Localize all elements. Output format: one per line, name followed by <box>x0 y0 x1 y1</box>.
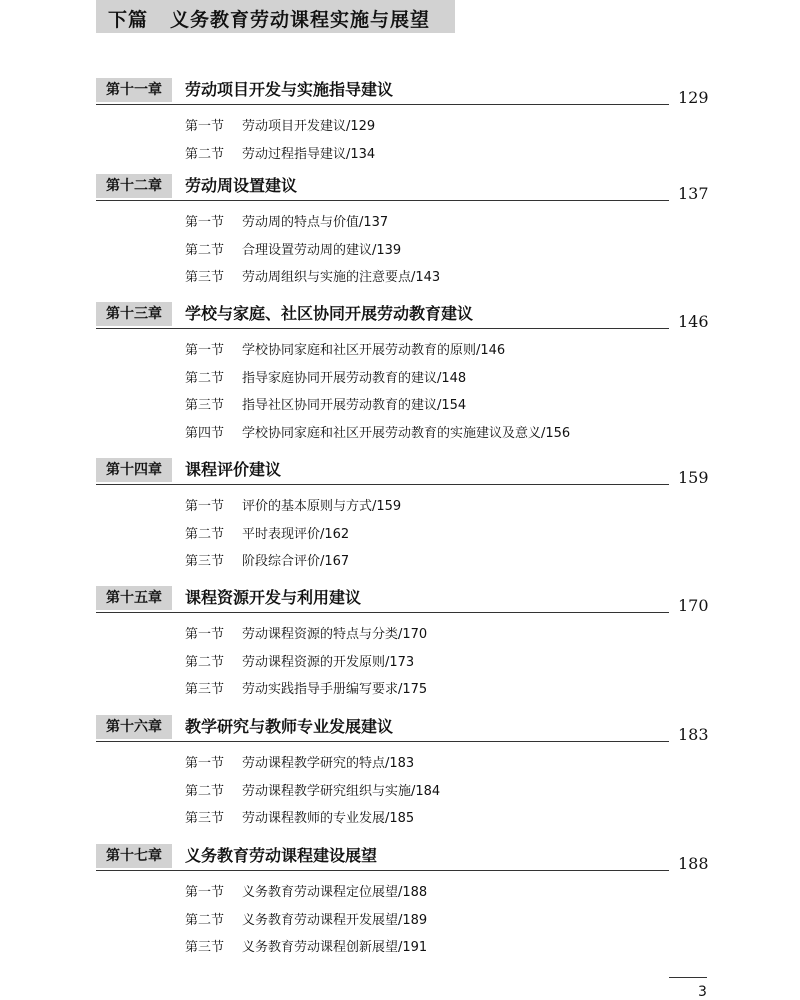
chapter-entry[interactable] <box>0 302 800 332</box>
section-entry[interactable] <box>185 680 427 700</box>
chapter-rule <box>96 104 669 105</box>
page-number: 3 <box>698 984 707 1000</box>
section-entry[interactable] <box>185 625 427 645</box>
chapter-page: 188 <box>678 854 709 873</box>
section-label: 第二节 <box>185 783 225 799</box>
section-text: 评价的基本原则与方式/159 <box>242 499 402 514</box>
chapter-title: 教学研究与教师专业发展建议 <box>185 717 394 736</box>
section-entry[interactable] <box>185 883 427 903</box>
chapter-entry[interactable] <box>0 458 800 488</box>
section-label: 第三节 <box>185 811 225 827</box>
chapter-rule <box>96 741 669 742</box>
section-label: 第三节 <box>185 682 225 698</box>
section-label: 第二节 <box>185 526 225 542</box>
section-entry[interactable] <box>185 911 427 931</box>
chapter-entry[interactable] <box>0 78 800 108</box>
section-text: 学校协同家庭和社区开展劳动教育的原则/146 <box>242 343 506 358</box>
section-entry[interactable] <box>185 525 349 545</box>
section-entry[interactable] <box>185 809 414 829</box>
section-text: 义务教育劳动课程创新展望/191 <box>242 940 428 956</box>
section-entry[interactable] <box>185 145 375 165</box>
section-text: 平时表现评价/162 <box>242 526 350 542</box>
chapter-entry[interactable] <box>0 715 800 745</box>
chapter-title: 劳动项目开发与实施指导建议 <box>185 80 394 99</box>
chapter-title: 劳动周设置建议 <box>185 176 298 195</box>
section-label: 第一节 <box>185 756 225 771</box>
chapter-label: 第十四章 <box>96 458 172 482</box>
section-entry[interactable] <box>185 341 505 361</box>
section-label: 第四节 <box>185 426 225 442</box>
section-text: 劳动课程资源的特点与分类/170 <box>242 627 428 642</box>
chapter-entry[interactable] <box>0 174 800 204</box>
section-entry[interactable] <box>185 653 414 673</box>
section-entry[interactable] <box>185 497 401 517</box>
section-text: 合理设置劳动周的建议/139 <box>242 242 402 258</box>
chapter-page: 137 <box>678 184 709 203</box>
chapter-rule <box>96 328 669 329</box>
chapter-rule <box>96 612 669 613</box>
page-number-rule <box>669 977 707 978</box>
section-label: 第一节 <box>185 119 225 134</box>
section-entry[interactable] <box>185 938 427 958</box>
section-text: 指导家庭协同开展劳动教育的建议/148 <box>242 370 467 386</box>
section-entry[interactable] <box>185 396 466 416</box>
section-label: 第三节 <box>185 554 225 570</box>
section-entry[interactable] <box>185 782 440 802</box>
section-text: 劳动项目开发建议/129 <box>242 119 376 134</box>
section-entry[interactable] <box>185 369 466 389</box>
section-label: 第一节 <box>185 627 225 642</box>
section-text: 劳动实践指导手册编写要求/175 <box>242 682 428 698</box>
section-text: 劳动周组织与实施的注意要点/143 <box>242 270 441 286</box>
section-text: 义务教育劳动课程开发展望/189 <box>242 912 428 928</box>
chapter-title: 义务教育劳动课程建设展望 <box>185 846 378 865</box>
chapter-page: 170 <box>678 596 709 615</box>
chapter-rule <box>96 870 669 871</box>
chapter-label: 第十五章 <box>96 586 172 610</box>
chapter-page: 159 <box>678 468 709 487</box>
section-text: 劳动过程指导建议/134 <box>242 146 376 162</box>
section-label: 第二节 <box>185 654 225 670</box>
chapter-page: 183 <box>678 725 709 744</box>
section-label: 第三节 <box>185 270 225 286</box>
section-label: 第三节 <box>185 940 225 956</box>
chapter-title: 课程资源开发与利用建议 <box>185 588 362 607</box>
section-label: 第一节 <box>185 885 225 900</box>
section-entry[interactable] <box>185 552 349 572</box>
section-text: 劳动周的特点与价值/137 <box>242 215 389 230</box>
chapter-rule <box>96 200 669 201</box>
section-label: 第二节 <box>185 242 225 258</box>
chapter-label: 第十六章 <box>96 715 172 739</box>
section-text: 学校协同家庭和社区开展劳动教育的实施建议及意义/156 <box>242 426 571 442</box>
section-text: 劳动课程教师的专业发展/185 <box>242 811 415 827</box>
chapter-label: 第十二章 <box>96 174 172 198</box>
section-label: 第一节 <box>185 343 225 358</box>
chapter-rule <box>96 484 669 485</box>
chapter-page: 146 <box>678 312 709 331</box>
section-entry[interactable] <box>185 241 401 261</box>
chapter-title: 课程评价建议 <box>185 460 282 479</box>
section-label: 第一节 <box>185 499 225 514</box>
chapter-entry[interactable] <box>0 586 800 616</box>
chapter-entry[interactable] <box>0 844 800 874</box>
section-text: 劳动课程教学研究组织与实施/184 <box>242 783 441 799</box>
section-text: 劳动课程教学研究的特点/183 <box>242 756 415 771</box>
section-text: 指导社区协同开展劳动教育的建议/154 <box>242 398 467 414</box>
chapter-title: 学校与家庭、社区协同开展劳动教育建议 <box>185 304 474 323</box>
section-entry[interactable] <box>185 754 414 774</box>
section-label: 第二节 <box>185 370 225 386</box>
part-label: 下篇 <box>108 9 149 31</box>
section-entry[interactable] <box>185 117 375 137</box>
section-label: 第一节 <box>185 215 225 230</box>
section-text: 义务教育劳动课程定位展望/188 <box>242 885 428 900</box>
chapter-label: 第十三章 <box>96 302 172 326</box>
part-title: 义务教育劳动课程实施与展望 <box>170 9 431 31</box>
chapter-page: 129 <box>678 88 709 107</box>
section-text: 劳动课程资源的开发原则/173 <box>242 654 415 670</box>
section-label: 第三节 <box>185 398 225 414</box>
section-label: 第二节 <box>185 912 225 928</box>
section-text: 阶段综合评价/167 <box>242 554 350 570</box>
section-label: 第二节 <box>185 146 225 162</box>
section-entry[interactable] <box>185 424 570 444</box>
chapter-label: 第十一章 <box>96 78 172 102</box>
section-entry[interactable] <box>185 268 440 288</box>
section-entry[interactable] <box>185 213 388 233</box>
chapter-label: 第十七章 <box>96 844 172 868</box>
